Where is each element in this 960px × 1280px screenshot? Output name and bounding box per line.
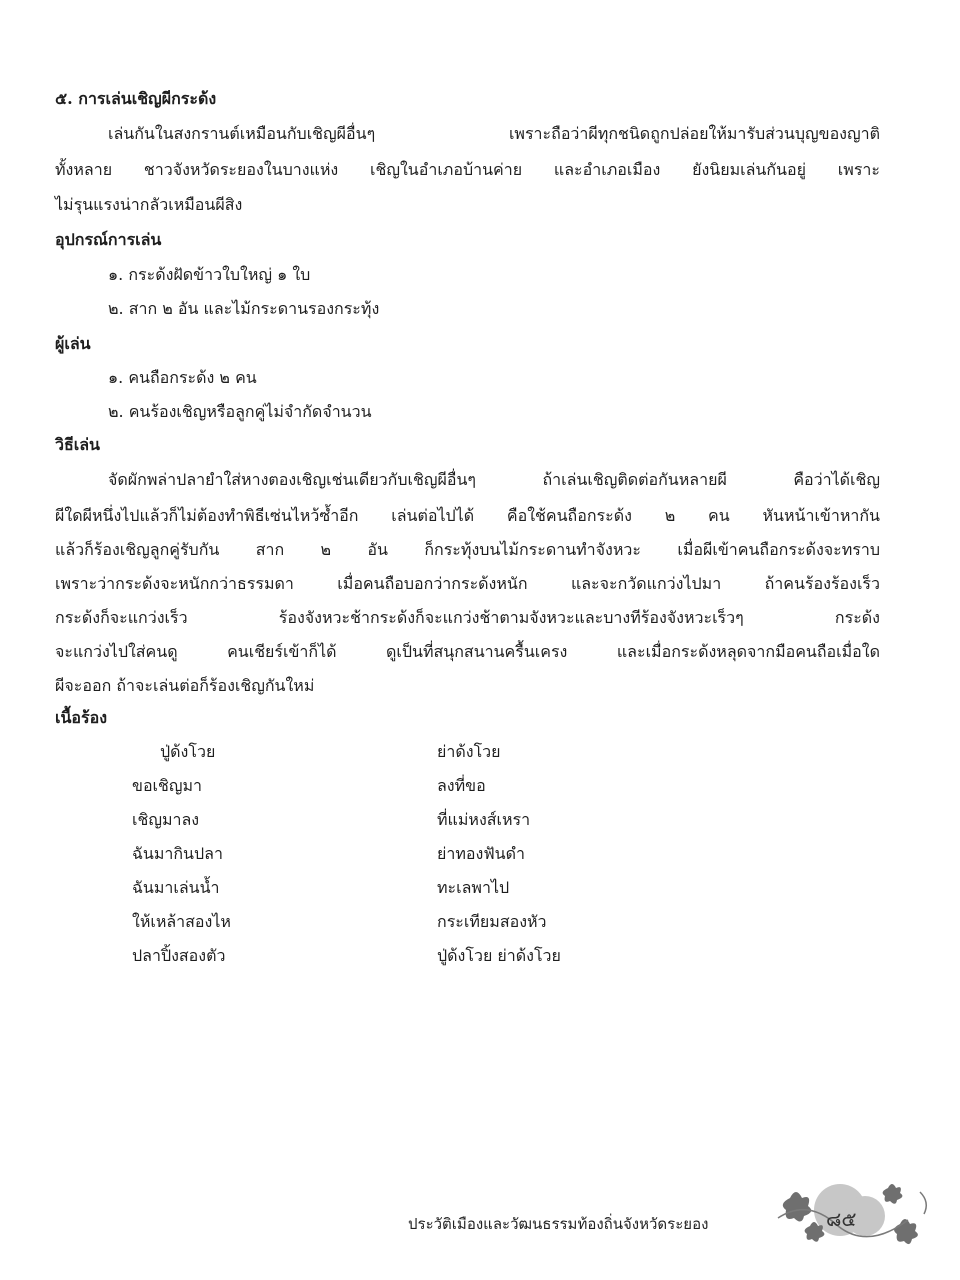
lyric-left: ให้เหล้าสองไห — [132, 912, 231, 931]
lyric-right: กระเทียมสองหัว — [437, 912, 547, 931]
method-line: จะแกว่งไปใส่คนดู คนเชียร์เข้าก็ได้ ดูเป็นที่สนุกสนานครื้นเครง และเมื่อกระด้งหลุดจากมือคนถือเมื่อใด — [55, 642, 880, 661]
lyric-right: ปู่ด้งโวย ย่าด้งโวย — [437, 946, 561, 965]
method-line: กระด้งก็จะแกว่งเร็ว ร้องจังหวะช้ากระด้งก็จะแกว่งช้าตามจังหวะและบางทีร้องจังหวะเร็วๆ กระด้ง — [55, 608, 880, 627]
lyric-left: ปลาปิ้งสองตัว — [132, 946, 226, 965]
lyrics-heading: เนื้อร้อง — [55, 708, 108, 727]
lyric-right: ย่าด้งโวย — [437, 742, 501, 761]
lyric-right: ลงที่ขอ — [437, 776, 486, 795]
method-heading: วิธีเล่น — [55, 435, 100, 454]
equipment-item: ๒. สาก ๒ อัน และไม้กระดานรองกระทุ้ง — [108, 299, 380, 318]
method-line: เพราะว่ากระด้งจะหนักกว่าธรรมดา เมื่อคนถือบอกว่ากระด้งหนัก และจะกวัดแกว่งไปมา ถ้าคนร้องร้องเร็ว — [55, 574, 880, 593]
page-number: ๘๕ — [826, 1207, 857, 1231]
lyric-right: ย่าทองฟันดำ — [437, 844, 525, 863]
players-heading: ผู้เล่น — [55, 334, 91, 353]
equipment-heading: อุปกรณ์การเล่น — [55, 230, 162, 249]
lyric-left: เชิญมาลง — [132, 810, 200, 829]
method-line: จัดผักพล่าปลายำใส่หางตองเชิญเช่นเดียวกับเชิญผีอื่นๆ ถ้าเล่นเชิญติดต่อกันหลายผี คือว่าได้เชิญ — [108, 470, 880, 489]
lyric-left: ปู่ด้งโวย — [160, 742, 216, 761]
intro-line: ทั้งหลาย ชาวจังหวัดระยองในบางแห่ง เชิญในอำเภอบ้านค่าย และอำเภอเมือง ยังนิยมเล่นกันอยู่ เพราะ — [55, 160, 880, 179]
players-item: ๒. คนร้องเชิญหรือลูกคู่ไม่จำกัดจำนวน — [108, 402, 372, 421]
footer-book-title: ประวัติเมืองและวัฒนธรรมท้องถิ่นจังหวัดระยอง — [408, 1215, 709, 1233]
lyric-left: ฉันมาเล่นน้ำ — [132, 878, 220, 897]
intro-line: ไม่รุนแรงน่ากลัวเหมือนผีสิง — [55, 195, 243, 214]
intro-line: เล่นกันในสงกรานต์เหมือนกับเชิญผีอื่นๆ เพราะถือว่าผีทุกชนิดถูกปล่อยให้มารับส่วนบุญของญาติ — [108, 124, 880, 143]
method-line: ผีใดผีหนึ่งไปแล้วก็ไม่ต้องทำพิธีเซ่นไหว้ซ้ำอีก เล่นต่อไปได้ คือใช้คนถือกระด้ง ๒ คน หันหน้าเข้าหากัน — [55, 506, 880, 525]
method-line: ผีจะออก ถ้าจะเล่นต่อก็ร้องเชิญกันใหม่ — [55, 676, 315, 695]
lyric-right: ที่แม่หงส์เหรา — [437, 810, 531, 829]
lyric-left: ขอเชิญมา — [132, 776, 203, 795]
players-item: ๑. คนถือกระด้ง ๒ คน — [108, 368, 257, 387]
section-heading: ๕. การเล่นเชิญผีกระด้ง — [55, 89, 217, 108]
equipment-item: ๑. กระด้งฝัดข้าวใบใหญ่ ๑ ใบ — [108, 265, 311, 284]
lyric-left: ฉันมากินปลา — [132, 844, 223, 863]
lyric-right: ทะเลพาไป — [437, 878, 510, 897]
method-line: แล้วก็ร้องเชิญลูกคู่รับกัน สาก ๒ อัน ก็กระทุ้งบนไม้กระดานทำจังหวะ เมื่อผีเข้าคนถือกระด้งจะทราบ — [55, 540, 880, 559]
